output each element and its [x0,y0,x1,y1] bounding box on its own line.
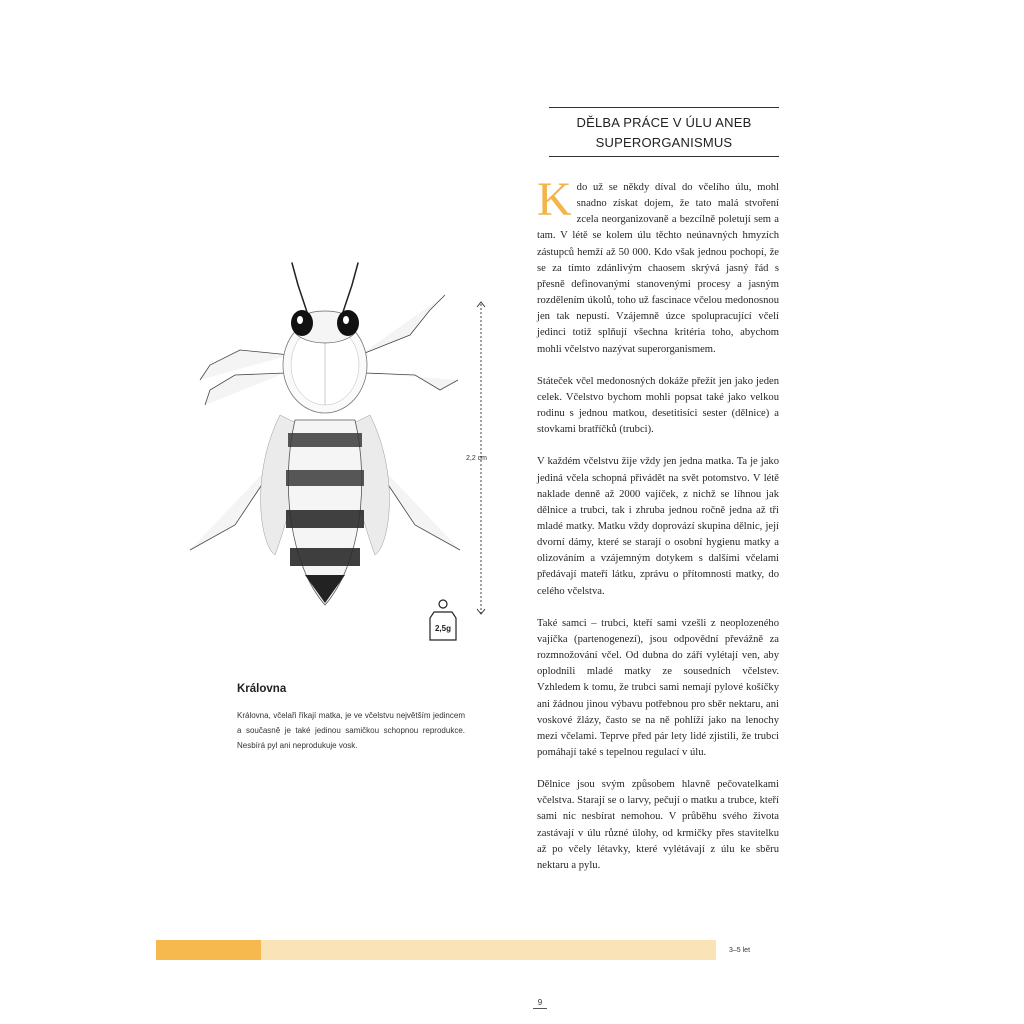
size-label: 2,2 cm [466,455,488,462]
caption-title: Královna [237,683,287,695]
weight-label: 2,5g [434,624,451,633]
age-bar-filled [156,940,261,960]
article-paragraph-3: V každém včelstvu žije vždy jen jedna matka. Ta je jako jediná včela schopná přivádět na svět potomstvo. V létě naklade denně až 2000 vajíček, z nichž se líhnou jak dělnice a trubci, tak i zhruba jednou ročně jedna až tři mladé matky. Matku vždy doprovází skupina dělnic, její dvorní dámy, které se starají o osobní hygienu matky a olizováním a vzájemným dotykem s dalšími včelami předávají mateří látku, zprávu o přítomnosti matky, do celého včelstva. [537,456,779,597]
heading-line-1: DĚLBA PRÁCE V ÚLU ANEB [576,115,752,130]
queen-bee-illustration [180,255,470,625]
caption-text: Královna, včelaři říkají matka, je ve včelstvu největším jedincem a současně je také jedinou samičkou schopnou reprodukce. Nesbírá pyl ani neprodukuje vosk. [237,711,465,750]
article-paragraph-2: Státeček včel medonosných dokáže přežít jen jako jeden celek. Včelstvo bychom mohli popsat také jako velkou rodinu s jednou matkou, desetitisíci sester (dělnice) a stovkami bratříčků (trubci). [537,375,779,436]
weight-icon [422,598,464,642]
paragraph-text: do už se někdy díval do včelího úlu, mohl snadno získat dojem, že tato malá stvoření zcela neorganizovaně a bezcílně poletují sem a tam. V létě se kolem úlu těchto neúnavných hmyzích zástupců hemží až 50 000. Kdo však jednou pochopí, že se za tímto zdánlivým chaosem skrývá jasný řád s přesně definovanými stanovenými procesy a jasným rozdělením úkolů, toho už fascinace včelou medonosnou jen tak nepustí. Vzájemně úzce spolupracující včelí jedinci totiž splňují všechna kritéria toho, abychom mohli včelstvo nazývat superorganismem. [537,182,779,355]
age-bar-track [261,940,716,960]
article-paragraph-4: Také samci – trubci, kteří sami vzešli z neoplozeného vajíčka (partenogenezí), jsou odpovědní převážně za rozmnožování včel. Od dubna do září vylétají ven, aby oplodnili mladé matky ze sousedních včelstev. Vzhledem k tomu, že trubci sami nemají pylové košíčky ani žádnou jinou výbavu potřebnou pro sběr nektaru, ani voskové žlázy, často se na ně pohlíží jako na lenochy mezi včelami. Teprve před pár lety lidé zjistili, že trubci pomáhají také s tepelnou regulací v úlu. [537,617,779,758]
section-heading [549,107,779,157]
drop-cap: K [537,173,572,226]
article-body [537,173,779,890]
age-label: 3–5 let [729,947,751,954]
bee-drawing-icon [180,255,470,625]
heading-line-2: SUPERORGANISMUS [595,135,733,150]
weight-badge [422,598,464,642]
article-paragraph-1 [537,173,779,358]
page-number: 9 [533,998,547,1009]
article-paragraph-5: Dělnice jsou svým způsobem hlavně pečovatelkami včelstva. Starají se o larvy, pečují o matku a trubce, kteří sami nic nesbírat nemohou. V průběhu svého života zastávají v úlu různé úlohy, od krmičky přes stavitelku až po včely létavky, které vylétávají z úlu ke sběru nektaru a pylu. [537,779,779,871]
